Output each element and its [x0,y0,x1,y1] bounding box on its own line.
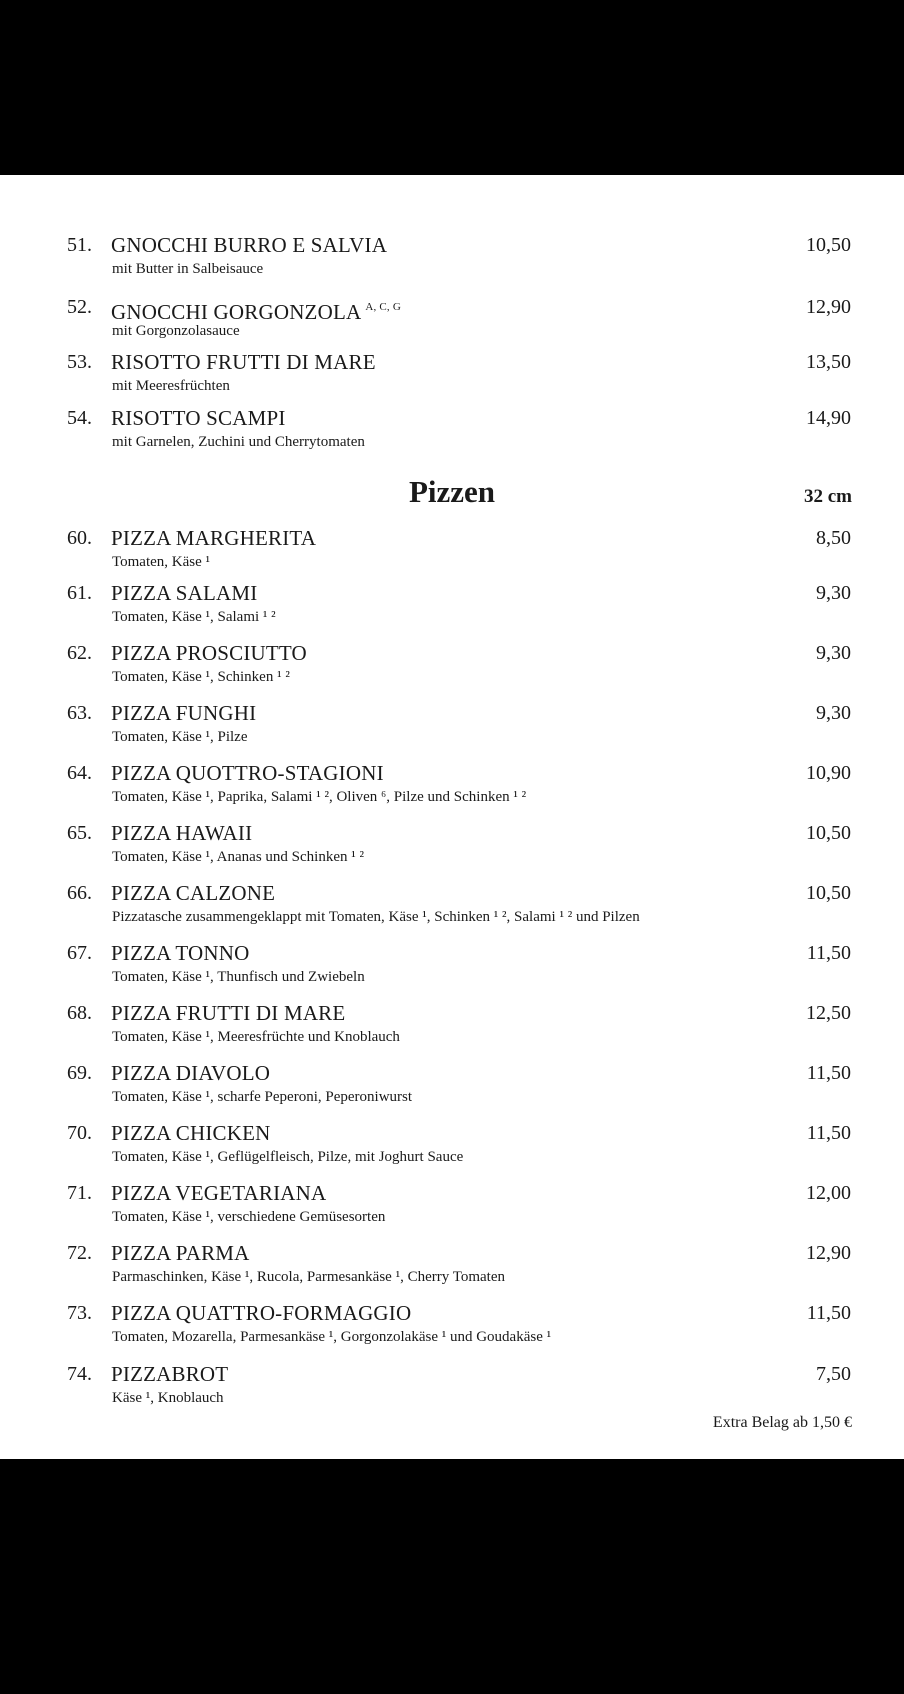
allergen-codes: A, C, G [365,301,401,313]
item-price: 12,50 [806,1002,851,1024]
item-price: 9,30 [816,702,851,724]
item-name: PIZZA PROSCIUTTO [111,641,307,665]
item-name: PIZZA PARMA [111,1241,250,1265]
menu-page [0,175,904,1459]
item-name: PIZZA HAWAII [111,821,253,845]
item-price: 10,50 [806,882,851,904]
section-title: Pizzen [408,474,496,509]
item-price: 13,50 [806,351,851,373]
item-price: 11,50 [806,1302,851,1324]
item-name: PIZZA DIAVOLO [111,1061,271,1085]
item-number: 52. [67,296,92,318]
menu-item-54 [0,406,904,460]
menu-item-51 [0,233,904,287]
item-description: Tomaten, Käse ¹, Meeresfrüchte und Knoblauch [112,1029,400,1045]
item-number: 53. [67,351,92,373]
item-number: 72. [67,1242,92,1264]
item-number: 70. [67,1122,92,1144]
menu-item-65 [0,821,904,875]
menu-item-69 [0,1061,904,1115]
menu-item-73 [0,1301,904,1355]
item-name: RISOTTO FRUTTI DI MARE [111,350,376,374]
item-number: 63. [67,702,92,724]
item-description: Tomaten, Käse ¹, Salami ¹ ² [112,609,276,625]
menu-item-74 [0,1362,904,1416]
item-price: 12,90 [806,1242,851,1264]
item-description: Tomaten, Käse ¹, Thunfisch und Zwiebeln [112,969,365,985]
item-price: 11,50 [806,1122,851,1144]
section-header [0,473,904,513]
item-price: 8,50 [816,527,851,549]
item-price: 12,90 [806,296,851,318]
menu-item-68 [0,1001,904,1055]
menu-item-72 [0,1241,904,1295]
item-number: 62. [67,642,92,664]
item-name: PIZZA FUNGHI [111,701,257,725]
item-price: 11,50 [806,1062,851,1084]
menu-item-60 [0,526,904,580]
item-name: PIZZA CALZONE [111,881,276,905]
item-number: 54. [67,407,92,429]
item-name: PIZZA FRUTTI DI MARE [111,1001,346,1025]
item-number: 66. [67,882,92,904]
menu-item-66 [0,881,904,935]
item-description: mit Garnelen, Zuchini und Cherrytomaten [112,434,365,450]
item-number: 69. [67,1062,92,1084]
item-price: 14,90 [806,407,851,429]
item-description: Tomaten, Käse ¹, Geflügelfleisch, Pilze, mit Joghurt Sauce [112,1149,464,1165]
item-price: 9,30 [816,642,851,664]
pizza-size: 32 cm [803,486,852,507]
item-description: Tomaten, Käse ¹, Pilze [112,729,248,745]
menu-item-71 [0,1181,904,1235]
extra-topping-note: Extra Belag ab 1,50 € [712,1414,852,1431]
item-price: 9,30 [816,582,851,604]
item-description: Tomaten, Käse ¹, Paprika, Salami ¹ ², Oliven ⁶, Pilze und Schinken ¹ ² [112,789,527,805]
menu-item-67 [0,941,904,995]
item-description: Tomaten, Käse ¹, Schinken ¹ ² [112,669,290,685]
menu-item-52 [0,295,904,349]
item-name: PIZZA TONNO [111,941,250,965]
item-name: GNOCCHI BURRO E SALVIA [111,233,388,257]
menu-item-64 [0,761,904,815]
item-description: Tomaten, Mozarella, Parmesankäse ¹, Gorgonzolakäse ¹ und Goudakäse ¹ [112,1329,552,1345]
item-name: PIZZA SALAMI [111,581,258,605]
item-number: 73. [67,1302,92,1324]
item-description: Tomaten, Käse ¹ [112,554,210,570]
item-price: 7,50 [816,1363,851,1385]
item-name: PIZZA VEGETARIANA [111,1181,327,1205]
item-description: mit Butter in Salbeisauce [112,261,264,277]
menu-item-62 [0,641,904,695]
item-price: 10,50 [806,822,851,844]
item-name: GNOCCHI GORGONZOLA [111,300,362,324]
menu-item-61 [0,581,904,635]
item-name: PIZZABROT [111,1362,229,1386]
item-name: PIZZA QUATTRO-FORMAGGIO [111,1301,412,1325]
menu-item-53 [0,350,904,404]
menu-item-70 [0,1121,904,1175]
item-description: Tomaten, Käse ¹, Ananas und Schinken ¹ ² [112,849,364,865]
item-price: 11,50 [806,942,851,964]
item-number: 60. [67,527,92,549]
item-number: 65. [67,822,92,844]
item-price: 12,00 [806,1182,851,1204]
item-description: Parmaschinken, Käse ¹, Rucola, Parmesankäse ¹, Cherry Tomaten [112,1269,505,1285]
item-number: 74. [67,1363,92,1385]
item-name: PIZZA MARGHERITA [111,526,317,550]
item-description: mit Meeresfrüchten [112,378,230,394]
item-description: Tomaten, Käse ¹, verschiedene Gemüsesorten [112,1209,386,1225]
item-description: mit Gorgonzolasauce [112,323,240,339]
item-number: 61. [67,582,92,604]
item-price: 10,50 [806,234,851,256]
item-description: Tomaten, Käse ¹, scharfe Peperoni, Peperoniwurst [112,1089,413,1105]
item-number: 51. [67,234,92,256]
item-number: 64. [67,762,92,784]
item-price: 10,90 [806,762,851,784]
item-number: 71. [67,1182,92,1204]
item-number: 67. [67,942,92,964]
item-description: Pizzatasche zusammengeklappt mit Tomaten, Käse ¹, Schinken ¹ ², Salami ¹ ² und Pilzen [112,909,640,925]
item-name: RISOTTO SCAMPI [111,406,286,430]
menu-item-63 [0,701,904,755]
item-name: PIZZA QUOTTRO-STAGIONI [111,761,384,785]
item-description: Käse ¹, Knoblauch [112,1390,224,1406]
item-name: PIZZA CHICKEN [111,1121,271,1145]
item-number: 68. [67,1002,92,1024]
